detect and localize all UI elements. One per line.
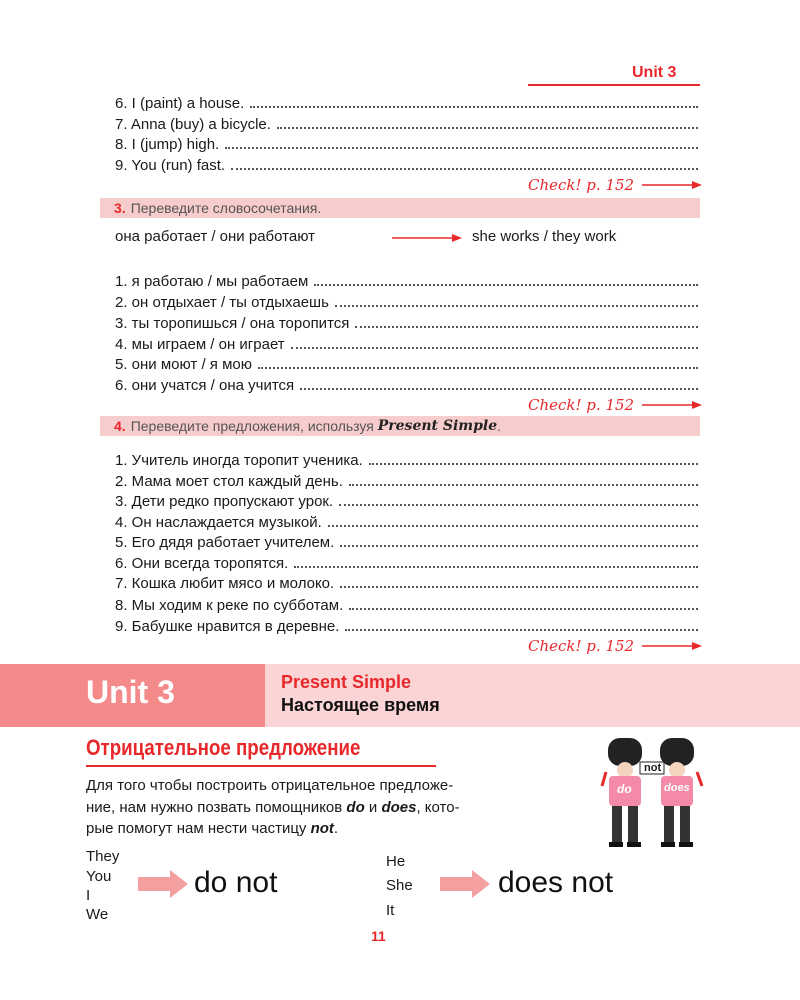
answer-blank[interactable]: [349, 608, 698, 610]
example-en: she works / they work: [472, 228, 617, 245]
big-arrow-icon: [440, 870, 490, 898]
exercise-item: 4. мы играем / он играет: [115, 333, 698, 353]
big-arrow-icon: [138, 870, 188, 898]
header-rule: [528, 84, 700, 86]
exercise-item: 1. я работаю / мы работаем: [115, 270, 698, 290]
exercise-item: 3. ты торопишься / она торопится: [115, 312, 698, 332]
pronoun: He: [386, 853, 406, 870]
unit-header: Unit 3: [632, 64, 677, 81]
answer-blank[interactable]: [328, 525, 698, 527]
pronoun: We: [86, 906, 109, 923]
answer-blank[interactable]: [369, 463, 698, 465]
exercise-item: 9. Бабушке нравится в деревне.: [115, 615, 698, 635]
exercise-4-header: 4. Переведите предложения, используя Present Simple .: [100, 416, 700, 436]
exercise-item: 8. Мы ходим к реке по субботам.: [115, 594, 698, 614]
arrow-right-icon: [642, 641, 702, 651]
exercise-item: 8. I (jump) high.: [115, 133, 698, 153]
answer-blank[interactable]: [250, 106, 698, 108]
do-label: do: [617, 782, 632, 796]
section-underline: [86, 765, 436, 767]
exercise-item: 4. Он наслаждается музыкой.: [115, 511, 698, 531]
check-reference: Check! p. 152: [528, 396, 702, 414]
exercise-item: 7. Anna (buy) a bicycle.: [115, 113, 698, 133]
guards-illustration: [598, 732, 708, 854]
check-reference: Check! p. 152: [528, 637, 702, 655]
answer-blank[interactable]: [355, 326, 698, 328]
exercise-item: 5. Его дядя работает учителем.: [115, 531, 698, 551]
exercise-item: 2. он отдыхает / ты отдыхаешь: [115, 291, 698, 311]
exercise-item: 6. они учатся / она учится: [115, 374, 698, 394]
exercise-item: 2. Мама моет стол каждый день.: [115, 470, 698, 490]
unit-title-en: Present Simple: [281, 672, 412, 692]
exercise-item: 6. Они всегда торопятся.: [115, 552, 698, 572]
exercise-item: 9. You (run) fast.: [115, 154, 698, 174]
answer-blank[interactable]: [225, 147, 698, 149]
check-reference: Check! p. 152: [528, 176, 702, 194]
answer-blank[interactable]: [340, 586, 698, 588]
unit-banner: Unit 3: [0, 664, 265, 727]
answer-blank[interactable]: [335, 305, 698, 307]
exercise-item: 6. I (paint) a house.: [115, 92, 698, 112]
arrow-right-icon: [642, 400, 702, 410]
answer-blank[interactable]: [277, 127, 698, 129]
unit-title-ru: Настоящее время: [281, 695, 440, 715]
not-label: not: [644, 762, 662, 774]
exercise-item: 7. Кошка любит мясо и молоко.: [115, 572, 698, 592]
section-title: Отрицательное предложение: [86, 735, 361, 760]
answer-blank[interactable]: [339, 504, 698, 506]
exercise-item: 5. они моют / я мою: [115, 353, 698, 373]
answer-blank[interactable]: [300, 388, 698, 390]
explanation-paragraph: Для того чтобы построить отрицательное предложе- ние, нам нужно позвать помощников do и does, кото- рые помогут нам нести частицу not.: [86, 777, 460, 837]
arrow-right-icon: [392, 232, 462, 244]
result-do-not: do not: [194, 866, 278, 899]
answer-blank[interactable]: [291, 347, 698, 349]
arrow-right-icon: [642, 180, 702, 190]
pronoun: It: [386, 902, 395, 919]
answer-blank[interactable]: [258, 367, 698, 369]
answer-blank[interactable]: [345, 629, 698, 631]
does-label: does: [664, 782, 690, 794]
pronoun: They: [86, 848, 120, 865]
exercise-item: 1. Учитель иногда торопит ученика.: [115, 449, 698, 469]
pronoun: You: [86, 868, 112, 885]
exercise-item: 3. Дети редко пропускают урок.: [115, 490, 698, 510]
answer-blank[interactable]: [231, 168, 698, 170]
answer-blank[interactable]: [294, 566, 698, 568]
example-ru: она работает / они работают: [115, 228, 315, 245]
pronoun: She: [386, 877, 413, 894]
answer-blank[interactable]: [314, 284, 698, 286]
page-number: 11: [371, 928, 386, 944]
exercise-3-header: 3. Переведите словосочетания.: [100, 198, 700, 218]
pronoun: I: [86, 887, 91, 904]
result-does-not: does not: [498, 866, 614, 899]
answer-blank[interactable]: [349, 484, 698, 486]
answer-blank[interactable]: [340, 545, 698, 547]
